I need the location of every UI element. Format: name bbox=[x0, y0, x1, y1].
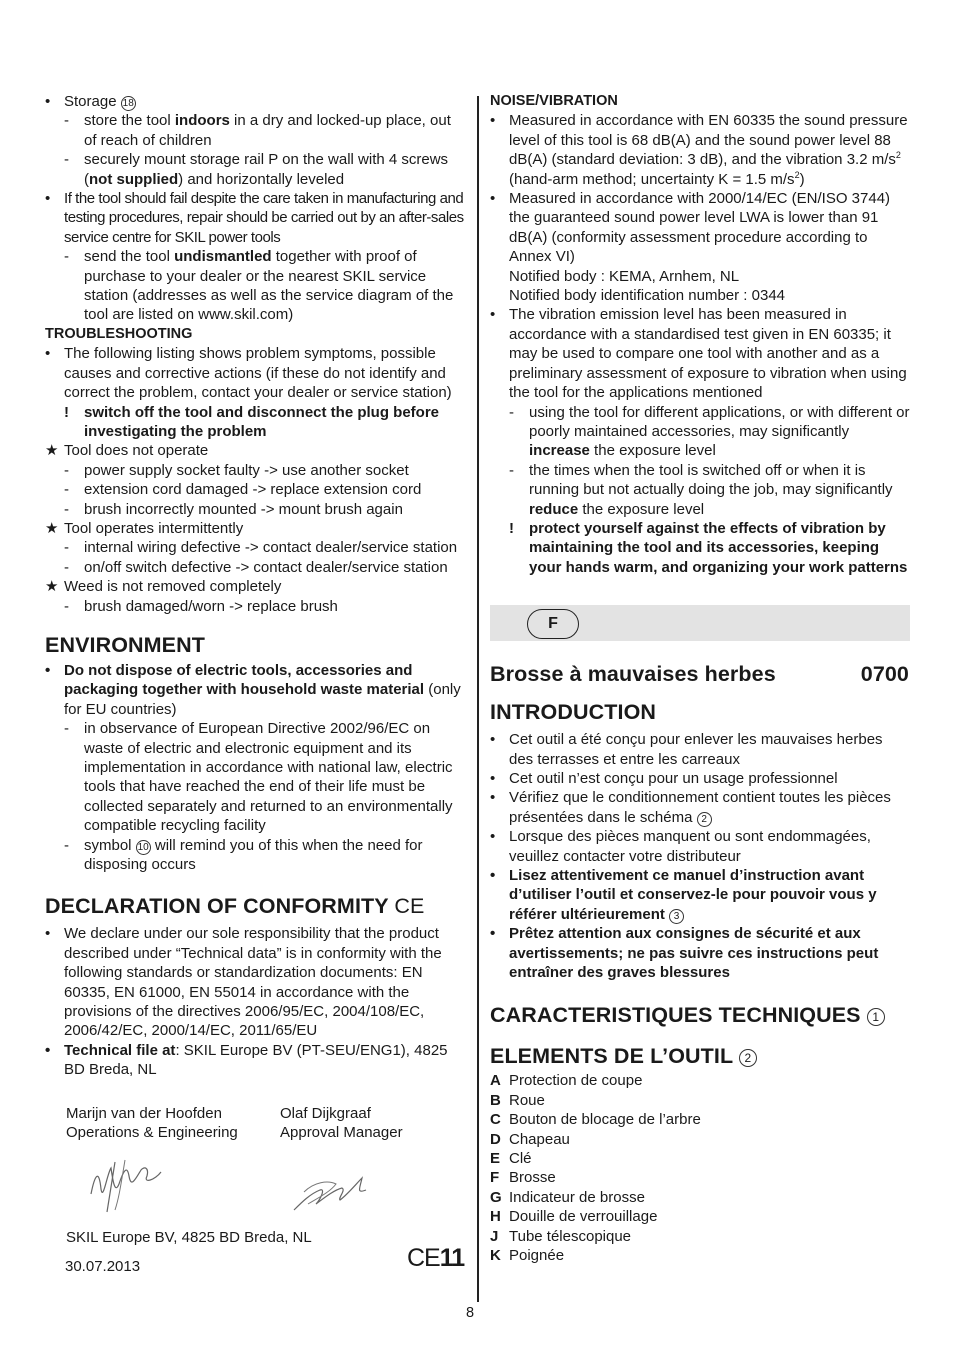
page-number: 8 bbox=[466, 1305, 475, 1321]
part-item: G Indicateur de brosse bbox=[490, 1188, 645, 1206]
language-bar bbox=[490, 605, 910, 641]
product-title: Brosse à mauvaises herbes bbox=[490, 662, 776, 687]
signature-block bbox=[45, 1080, 465, 1255]
noise-bullet-1: • Measured in accordance with EN 60335 the sound pressure level of this tool is 68 dB(A) and the sound power level 88 dB(A) (standard deviation: 3 dB), and the vibration 3.2 $m/s^2$ (hand-arm method; uncertainty K = 1.5 $m/s^2$) bbox=[490, 112, 908, 188]
ref-2-elements: 2 bbox=[739, 1049, 757, 1067]
noise-dash-2: - the times when the tool is switched off or when it is running but not actually doing the job, may significantly reduce the exposure level bbox=[509, 461, 893, 518]
part-item: H Douille de verrouillage bbox=[490, 1208, 658, 1226]
intro-bullet-4: • Lorsque des pièces manquent ou sont endommagées, veuillez contacter votre distributeur bbox=[490, 828, 871, 865]
troubleshooting-symptom: ★ Weed is not removed completely bbox=[45, 578, 282, 596]
signature-2-image bbox=[290, 1168, 370, 1218]
part-item: A Protection de coupe bbox=[490, 1072, 643, 1090]
part-item: C Bouton de blocage de l’arbre bbox=[490, 1111, 701, 1129]
troubleshooting-remedy: - extension cord damaged -> replace extension cord bbox=[64, 481, 422, 499]
elements-heading: ELEMENTS DE L’OUTIL 2 bbox=[490, 1043, 910, 1069]
troubleshooting-intro: • The following listing shows problem symptoms, possible causes and corrective actions (if these do not identify and correct the problem, contact your dealer or service station) bbox=[45, 345, 452, 402]
signer-1: Marijn van der Hoofden Operations & Engineering bbox=[66, 1104, 238, 1142]
troubleshooting-remedy: - brush damaged/worn -> replace brush bbox=[64, 597, 338, 615]
storage-dash-2: - securely mount storage rail P on the wall with 4 screws (not supplied) and horizontally leveled bbox=[64, 151, 449, 188]
troubleshooting-groups bbox=[45, 441, 465, 616]
noise-bullet-3: • The vibration emission level has been measured in accordance with a standardised test given in EN 60335; it may be used to compare one tool with another and as a preliminary assessment of exposure to vibration when using the tool for the applications mentioned bbox=[490, 306, 907, 402]
ce-year-mark: CE11 bbox=[407, 1243, 465, 1272]
environment-dash-1: - in observance of European Directive 2002/96/EC on waste of electric and electronic equipment and its implementation in accordance with national law, electric tools that have reached the end of their life must be collected separately and returned to an environmentally compatible recycling facility bbox=[64, 720, 453, 835]
troubleshooting-warning: ! switch off the tool and disconnect the plug before investigating the problem bbox=[64, 403, 440, 440]
star-icon: ★ bbox=[45, 578, 59, 596]
troubleshooting-symptom: ★ Tool does not operate bbox=[45, 442, 209, 460]
troubleshooting-remedy: - internal wiring defective -> contact dealer/service station bbox=[64, 539, 458, 557]
troubleshooting-symptom: ★ Tool operates intermittently bbox=[45, 519, 244, 537]
right-column bbox=[490, 92, 910, 1266]
intro-bullet-3: • Vérifiez que le conditionnement contient toutes les pièces présentées dans le schéma 2 bbox=[490, 789, 891, 826]
signature-1-image bbox=[85, 1154, 165, 1216]
intro-bullet-1: • Cet outil a été conçu pour enlever les mauvaises herbes des terrasses et entre les carreaux bbox=[490, 731, 883, 768]
environment-bullet: • Do not dispose of electric tools, accessories and packaging together with household waste material (only for EU countries) bbox=[45, 661, 461, 718]
column-divider bbox=[477, 96, 479, 1302]
troubleshooting-remedy: - on/off switch defective -> contact dealer/service station bbox=[64, 558, 448, 576]
date-row bbox=[45, 1243, 465, 1285]
part-item: D Chapeau bbox=[490, 1130, 570, 1148]
noise-bullet-2: • Measured in accordance with 2000/14/EC (EN/ISO 3744) the guaranteed sound power level LWA is lower than 91 dB(A) (conformity assessment procedure according to Annex VI) Notified body : KEMA, Arnhem, NL Notified body identification number : 0344 bbox=[490, 190, 891, 305]
parts-list bbox=[490, 1071, 910, 1265]
intro-bullet-5: • Lisez attentivement ce manuel d’instruction avant d’utiliser l’outil et conservez-le pour pouvoir vous y référer ultérieurement 3 bbox=[490, 867, 877, 923]
declaration-date: 30.07.2013 bbox=[65, 1257, 141, 1275]
part-item: B Roue bbox=[490, 1091, 545, 1109]
ref-1: 1 bbox=[867, 1008, 885, 1026]
intro-bullet-2: • Cet outil n’est conçu pour un usage professionnel bbox=[490, 769, 838, 787]
ref-10: 10 bbox=[137, 841, 149, 853]
star-icon: ★ bbox=[45, 442, 59, 460]
intro-bullet-6: • Prêtez attention aux consignes de sécurité et aux avertissements; ne pas suivre ces instructions peut entraîner des graves blessures bbox=[490, 925, 879, 982]
declaration-bullet-2: • Technical file at: SKIL Europe BV (PT-SEU/ENG1), 4825 BD Breda, NL bbox=[45, 1041, 448, 1079]
storage-bullet: • Storage 18 bbox=[45, 93, 134, 110]
troubleshooting-remedy: - power supply socket faulty -> use another socket bbox=[64, 461, 409, 479]
company-address: SKIL Europe BV, 4825 BD Breda, NL bbox=[66, 1228, 312, 1246]
introduction-heading: INTRODUCTION bbox=[490, 700, 657, 725]
ref-3: 3 bbox=[669, 909, 684, 924]
storage-dash-1: - store the tool indoors in a dry and locked-up place, out of reach of children bbox=[64, 112, 451, 149]
product-title-row bbox=[490, 661, 910, 687]
troubleshooting-remedy: - brush incorrectly mounted -> mount brush again bbox=[64, 500, 403, 518]
product-code: 0700 bbox=[860, 662, 909, 687]
signer-2: Olaf Dijkgraaf Approval Manager bbox=[280, 1104, 403, 1142]
noise-warning: ! protect yourself against the effects of vibration by maintaining the tool and its accessories, keeping your hands warm, and organizing your work patterns bbox=[509, 519, 908, 576]
troubleshooting-heading: TROUBLESHOOTING bbox=[45, 325, 193, 342]
part-item: K Poignée bbox=[490, 1247, 565, 1265]
repair-bullet: • If the tool should fail despite the care taken in manufacturing and testing procedures, repair should be carried out by an after-sales service centre for SKIL power tools bbox=[45, 190, 464, 246]
ce-mark: CE bbox=[394, 894, 425, 919]
language-tab-f: F bbox=[527, 609, 579, 639]
part-item: J Tube télescopique bbox=[490, 1227, 632, 1245]
environment-heading: ENVIRONMENT bbox=[45, 632, 205, 657]
noise-heading: NOISE/VIBRATION bbox=[490, 93, 618, 109]
ref-18: 18 bbox=[122, 98, 134, 109]
declaration-bullet-1: • We declare under our sole responsibility that the product described under “Technical data” is in conformity with the following standards or standardization documents: EN 60335, EN 61000, EN 55014 in accordance with the provisions of the directives 2006/95/EC, 2004/108/EC, 2006/42/EC, 2000/14/EC, 2011/65/EU bbox=[45, 925, 442, 1040]
star-icon: ★ bbox=[45, 519, 59, 537]
repair-dash: - send the tool undismantled together with proof of purchase to your dealer or the nearest SKIL service station (addresses as well as the service diagram of the tool are listed on www.skil.com) bbox=[64, 248, 454, 324]
environment-dash-2: - symbol 10 will remind you of this when the need for disposing occurs bbox=[64, 836, 423, 874]
part-item: F Brosse bbox=[490, 1169, 556, 1187]
ref-2: 2 bbox=[697, 812, 712, 827]
declaration-heading: DECLARATION OF CONFORMITY CE bbox=[45, 894, 425, 919]
part-item: E Clé bbox=[490, 1150, 532, 1168]
tech-heading: CARACTERISTIQUES TECHNIQUES 1 bbox=[490, 1002, 910, 1028]
noise-dash-1: - using the tool for different applications, or with different or poorly maintained accessories, may significantly increase the exposure level bbox=[509, 403, 910, 460]
left-column bbox=[45, 92, 465, 1285]
